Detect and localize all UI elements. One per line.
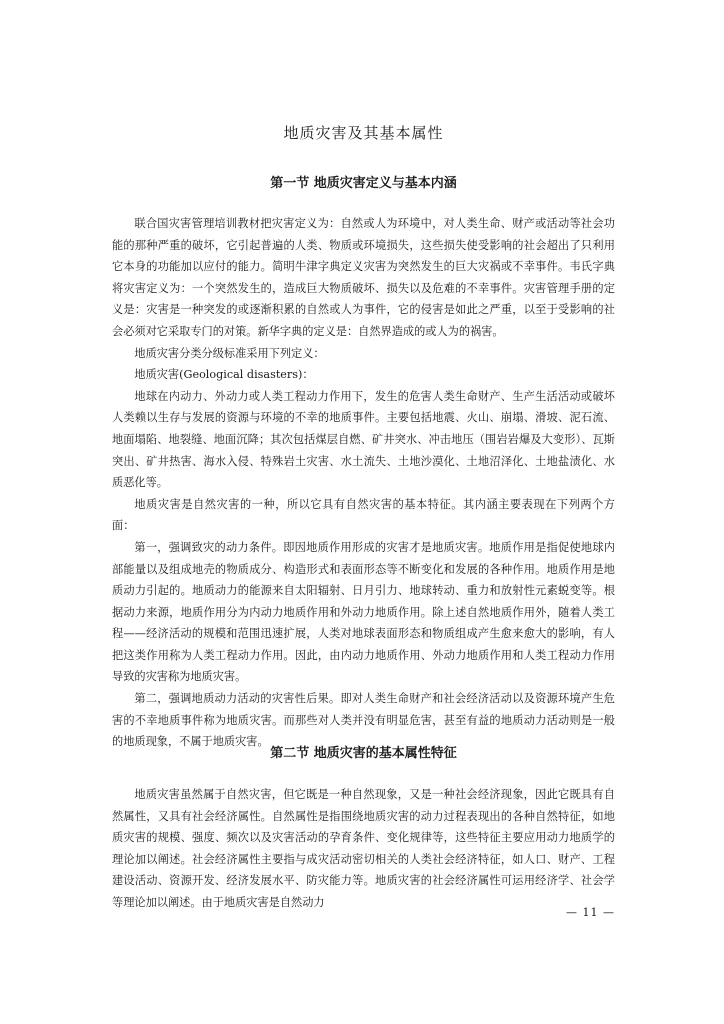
section-1-body	[112, 213, 615, 753]
paragraph: 第二，强调地质动力活动的灾害性后果。即对人类生命财产和社会经济活动以及资源环境产生危害的不幸地质事件称为地质灾害。而那些对人类并没有明显危害，甚至有益的地质动力活动则是一般的地质现象，不属于地质灾害。	[112, 692, 615, 749]
paragraph: 地质灾害是自然灾害的一种，所以它具有自然灾害的基本特征。其内涵主要表现在下列两个方面：	[112, 497, 615, 533]
paragraph: 地质灾害(Geological disasters)：	[134, 368, 314, 382]
section-1-title: 第一节 地质灾害定义与基本内涵	[270, 176, 457, 191]
paragraph: 第一，强调致灾的动力条件。即因地质作用形成的灾害才是地质灾害。地质作用是指促使地球内部能量以及组成地壳的物质成分、构造形式和表面形态等不断变化和发展的各种作用。地质作用是地质动力引起的。地质动力的能源来自太阳辐射、日月引力、地球转动、重力和放射性元素蜕变等。根据动力来源，地质作用分为内动力地质作用和外动力地质作用。除上述自然地质作用外，随着人类工程——经济活动的规模和范围迅速扩展，人类对地球表面形态和物质组成产生愈来愈大的影响，有人把这类作用称为人类工程动力作用。因此，由内动力地质作用、外动力地质作用和人类工程动力作用导致的灾害称为地质灾害。	[112, 540, 615, 684]
section-2-body	[112, 784, 615, 914]
document-page	[112, 0, 615, 1024]
paragraph: 地球在内动力、外动力或人类工程动力作用下，发生的危害人类生命财产、生产生活活动或破坏人类赖以生存与发展的资源与环境的不幸的地质事件。主要包括地震、火山、崩塌、滑坡、泥石流、地面塌陷、地裂缝、地面沉降；其次包括煤层自燃、矿井突水、冲击地压（围岩岩爆及大变形）、瓦斯突出、矿井热害、海水入侵、特殊岩土灾害、水土流失、土地沙漠化、土地沼泽化、土地盐渍化、水质恶化等。	[112, 389, 615, 490]
paragraph: 地质灾害分类分级标准采用下列定义：	[134, 346, 325, 360]
page-number: — 11 —	[566, 906, 615, 919]
paragraph: 地质灾害虽然属于自然灾害，但它既是一种自然现象，又是一种社会经济现象，因此它既具有自然属性，又具有社会经济属性。自然属性是指围绕地质灾害的动力过程表现出的各种自然特征，如地质灾害的规模、强度、频次以及灾害活动的孕育条件、变化规律等，这些特征主要应用动力地质学的理论加以阐述。社会经济属性主要指与成灾活动密切相关的人类社会经济特征，如人口、财产、工程建设活动、资源开发、经济发展水平、防灾能力等。地质灾害的社会经济属性可运用经济学、社会学等理论加以阐述。由于地质灾害是自然动力	[112, 788, 615, 909]
chapter-title: 地质灾害及其基本属性	[283, 124, 444, 142]
section-2-title: 第二节 地质灾害的基本属性特征	[270, 746, 457, 761]
paragraph: 联合国灾害管理培训教材把灾害定义为：自然或人为环境中，对人类生命、财产或活动等社会功能的那种严重的破坏，它引起普遍的人类、物质或环境损失，这些损失使受影响的社会超出了只利用它本身的功能加以应付的能力。简明牛津字典定义灾害为突然发生的巨大灾祸或不幸事件。韦氏字典将灾害定义为：一个突然发生的，造成巨大物质破坏、损失以及危难的不幸事件。灾害管理手册的定义是：灾害是一种突发的或逐渐积累的自然或人为事件，它的侵害是如此之严重，以至于受影响的社会必须对它采取专门的对策。新华字典的定义是：自然界造成的或人为的祸害。	[112, 217, 615, 338]
